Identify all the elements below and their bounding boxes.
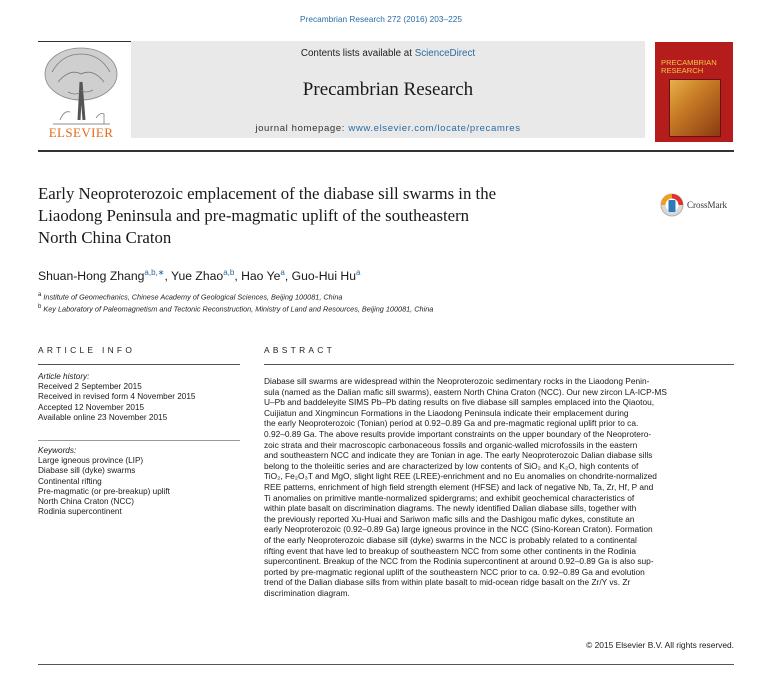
history-item: Available online 23 November 2015 — [38, 412, 168, 422]
abstract-line: supercontinent. Breakup of the NCC from the Rodinia supercontinent at around 0.92–0.89 Ga is also sup- — [264, 556, 654, 567]
author-affil-marks[interactable]: a,b — [223, 268, 235, 277]
homepage-link[interactable]: www.elsevier.com/locate/precamres — [348, 123, 521, 134]
keywords — [38, 446, 238, 517]
abstract-line: of the early Neoproterozoic diabase sill (dyke) swarms in the NCC is probably related to a continental — [264, 534, 637, 545]
abstract-line: Diabase sill swarms are widespread within the Neoproterozoic sedimentary rocks in the Liaodong Penin- — [264, 376, 650, 386]
affiliation-text: Institute of Geomechanics, Chinese Academy of Geological Sciences, Beijing 100081, China — [43, 292, 343, 302]
abstract-line: and southeastern NCC and indicate they are Tonian in age. The early Neoproterozoic Dalian diabase sills — [264, 450, 653, 461]
affiliation-text: Key Laboratory of Paleomagnetism and Tectonic Reconstruction, Ministry of Land and Resources, Beijing 100081, China — [43, 304, 434, 314]
author-name: Guo-Hui Hu — [291, 269, 356, 284]
affiliation — [38, 292, 718, 301]
abstract-line: sula (named as the Dalian mafic sill swarms), eastern North China Craton (NCC). Our new zircon LA-ICP-MS — [264, 386, 667, 397]
abstract-heading: ABSTRACT — [264, 345, 336, 355]
affiliation-mark: b — [38, 304, 42, 310]
abstract-line: Ti anomalies on primitive mantle-normalized spidergrams; and exhibit geochemical characteristics of — [264, 492, 635, 503]
affiliation-mark: a — [38, 292, 42, 298]
title-line: Liaodong Peninsula and pre-magmatic uplift of the southeastern — [38, 206, 470, 225]
keyword: Rodinia supercontinent — [38, 507, 122, 517]
journal-title[interactable]: Precambrian Research — [302, 79, 474, 100]
author-affil-marks[interactable]: a — [356, 268, 361, 277]
affiliation — [38, 304, 718, 313]
abstract-line: within plate basalt on discrimination diagrams. The newly identified Dalian diabase sills, together with — [264, 503, 637, 514]
abstract-line: Cuijiatun and Xingmincun Formations in the Liaodong Peninsula indicate their emplacement during — [264, 407, 629, 418]
history-label: Article history: — [38, 372, 90, 381]
footer-rule — [38, 664, 734, 665]
author-link[interactable] — [292, 269, 361, 283]
keyword: Continental rifting — [38, 476, 102, 486]
abstract-body — [264, 376, 734, 598]
article-history — [38, 372, 238, 423]
crossmark-badge[interactable] — [660, 193, 750, 217]
abstract-rule — [264, 364, 734, 365]
contents-line — [131, 48, 645, 59]
crossmark-icon — [660, 193, 684, 217]
article-info-rule — [38, 364, 240, 365]
abstract-line: REE patterns, enrichment of high field strength element (HFSE) and lack of negative Nb, Ta, Zr, Hf, P and — [264, 481, 654, 492]
author-affil-marks[interactable]: a,b,∗ — [144, 268, 165, 277]
author-name: Yue Zhao — [171, 269, 224, 284]
abstract-line: early Neoproterozoic (0.92–0.89 Ga) large igneous province in the NCC (Sino-Korean Craton). Formation — [264, 524, 653, 535]
abstract-line: trend of the Dalian diabase sills from within plate basalt to mid-ocean ridge basalt on the Zr/Y vs. Zr — [264, 577, 631, 588]
keyword: Pre-magmatic (or pre-breakup) uplift — [38, 486, 170, 496]
article-info-divider — [38, 440, 240, 441]
crossmark-label: CrossMark — [687, 200, 727, 210]
title-line: North China Craton — [38, 228, 172, 247]
abstract-line: belong to the tholeiitic series and are characterized by low contents of SiO₂ and K₂O, high contents of — [264, 460, 639, 471]
abstract-line: the previously reported Xu-Huai and Sariwon mafic sills and the Dashigou mafic dykes, constitute an — [264, 513, 635, 524]
sciencedirect-link[interactable]: ScienceDirect — [414, 48, 476, 59]
journal-homepage — [131, 123, 645, 134]
author-affil-marks[interactable]: a — [280, 268, 285, 277]
copyright-notice: © 2015 Elsevier B.V. All rights reserved. — [586, 640, 734, 650]
journal-citation[interactable]: Precambrian Research 272 (2016) 203–225 — [300, 14, 462, 24]
publisher-wordmark[interactable]: ELSEVIER — [48, 125, 114, 140]
abstract-line: U–Pb and baddeleyite SIMS Pb–Pb dating results on five diabase sill samples emplaced into the Qiaotou, — [264, 397, 655, 408]
author-link[interactable] — [241, 269, 285, 283]
title-line: Early Neoproterozoic emplacement of the diabase sill swarms in the — [38, 184, 497, 203]
header-bottom-rule — [38, 150, 734, 152]
cover-title: PRECAMBRIAN RESEARCH — [661, 58, 717, 75]
history-item: Received 2 September 2015 — [38, 382, 142, 392]
article-title — [38, 183, 638, 249]
contents-prefix: Contents lists available at — [300, 48, 415, 59]
abstract-line: 0.92–0.89 Ga. The above results provide important constraints on the upper boundary of the Neoprotero- — [264, 428, 652, 439]
author-name: Shuan-Hong Zhang — [38, 269, 145, 284]
article-info-heading: ARTICLE INFO — [38, 345, 136, 355]
abstract-line: discrimination diagram. — [264, 587, 350, 598]
abstract-line: ported by pre-magmatic regional uplift of the southeastern NCC prior to ca. 0.92–0.89 Ga and evolution — [264, 566, 645, 577]
author-list: Shuan-Hong Zhang$^{a,b,∗}$, Yue Zhao$^{a,b}$, Hao Ye$^a$, Guo-Hui Hu$^a$ — [38, 268, 361, 284]
history-item: Received in revised form 4 November 2015 — [38, 392, 196, 402]
author-link[interactable] — [171, 269, 234, 283]
abstract-line: TiO₂, Fe₂O₃T and MgO, slight light REE (LREE)-enrichment and no Eu anomalies on chondrite-normalized — [264, 471, 657, 482]
abstract-line: the early Neoproterozoic (Tonian) period at 0.92–0.89 Ga and pre-magmatic regional uplift prior to ca. — [264, 418, 639, 429]
abstract-line: rifting event that have led to breakup of southeastern NCC from some other continents in the Rodinia — [264, 545, 636, 556]
keyword: North China Craton (NCC) — [38, 497, 135, 507]
homepage-prefix: journal homepage: — [255, 123, 349, 134]
author-link[interactable] — [38, 269, 164, 283]
keyword: Large igneous province (LIP) — [38, 456, 144, 466]
author-name: Hao Ye — [241, 269, 281, 284]
abstract-line: zoic strata and their macroscopic carbonaceous fossils and organic-walled microfossils in the eastern — [264, 439, 638, 450]
keyword: Diabase sill (dyke) swarms — [38, 466, 136, 476]
cover-image — [669, 79, 721, 137]
keywords-label: Keywords: — [38, 446, 77, 455]
journal-cover[interactable] — [655, 42, 733, 142]
history-item: Accepted 12 November 2015 — [38, 402, 145, 412]
